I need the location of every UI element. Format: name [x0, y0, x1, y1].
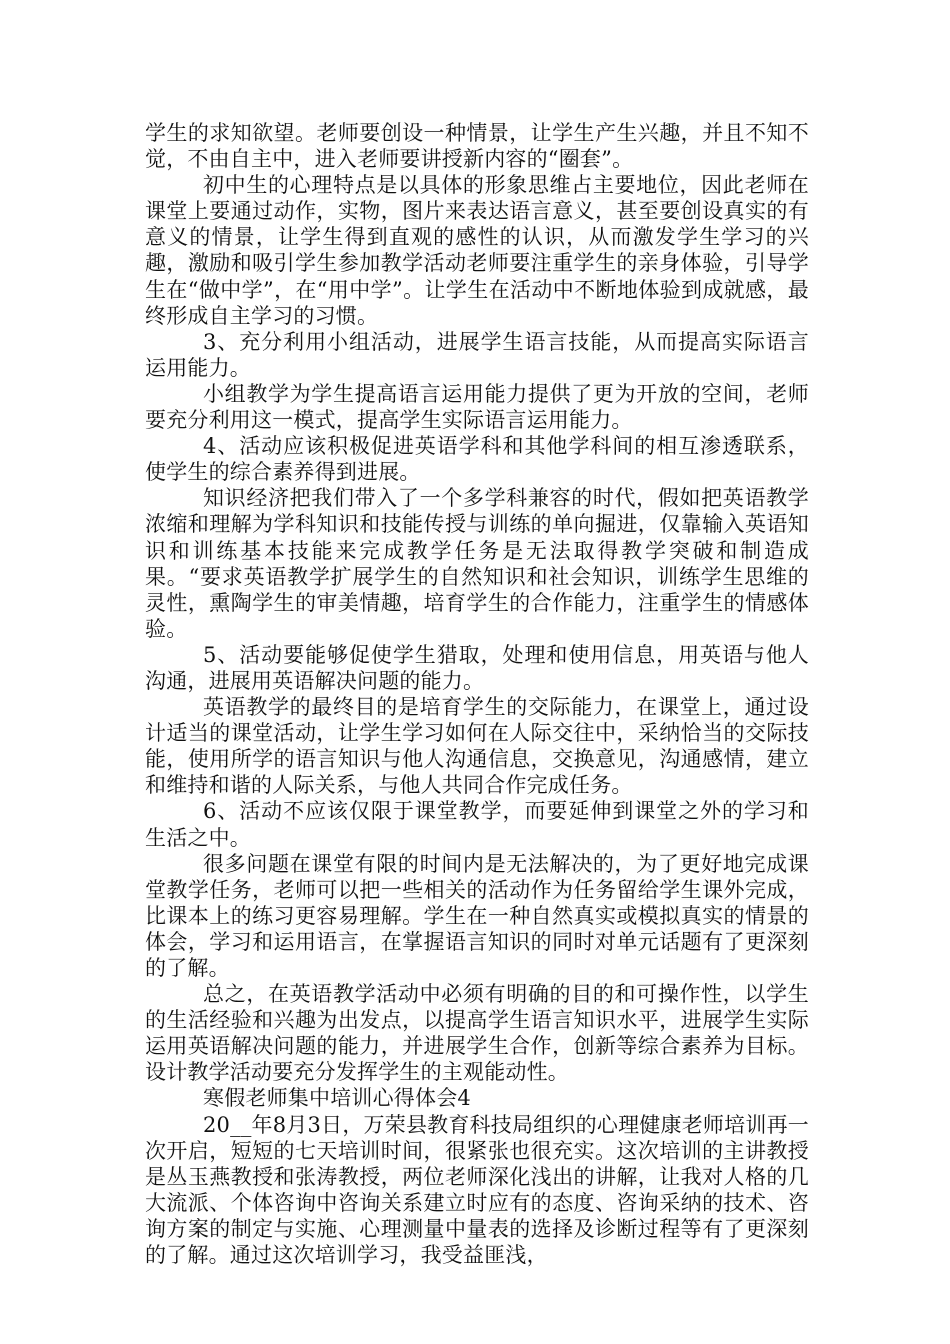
paragraph: 20__年8月3日，万荣县教育科技局组织的心理健康老师培训再一次开启，短短的七天培训时间，很紧张也很充实。这次培训的主讲教授是丛玉燕教授和张涛教授，两位老师深化浅出的讲解，让我对人格的几大流派、个体咨询中咨询关系建立时应有的态度、咨询采纳的技术、咨询方案的制定与实施、心理测量中量表的选择及诊断过程等有了更深刻的了解。通过这次培训学习，我受益匪浅， — [145, 1112, 809, 1268]
paragraph-point-6: 6、活动不应该仅限于课堂教学，而要延伸到课堂之外的学习和生活之中。 — [145, 799, 809, 850]
paragraph: 英语教学的最终目的是培育学生的交际能力，在课堂上，通过设计适当的课堂活动，让学生学习如何在人际交往中，采纳恰当的交际技能，使用所学的语言知识与他人沟通信息，交换意见，沟通感情，建立和维持和谐的人际关系，与他人共同合作完成任务。 — [145, 695, 809, 798]
section-heading: 寒假老师集中培训心得体会4 — [203, 1086, 471, 1111]
paragraph-point-4: 4、活动应该积极促进英语学科和其他学科间的相互渗透联系，使学生的综合素养得到进展。 — [145, 434, 809, 485]
paragraph-point-5: 5、活动要能够促使学生猎取，处理和使用信息，用英语与他人沟通，进展用英语解决问题的能力。 — [145, 642, 809, 693]
paragraph-point-3: 3、充分利用小组活动，进展学生语言技能，从而提高实际语言运用能力。 — [145, 329, 809, 380]
paragraph-summary: 总之，在英语教学活动中必须有明确的目的和可操作性，以学生的生活经验和兴趣为出发点，以提高学生语言知识水平，进展学生实际运用英语解决问题的能力，并进展学生合作，创新等综合素养为目标。设计教学活动要充分发挥学生的主观能动性。 — [145, 982, 809, 1085]
document-body — [145, 120, 809, 1268]
paragraph: 小组教学为学生提高语言运用能力提供了更为开放的空间，老师要充分利用这一模式，提高学生实际语言运用能力。 — [145, 381, 809, 433]
paragraph: 知识经济把我们带入了一个多学科兼容的时代，假如把英语教学浓缩和理解为学科知识和技能传授与训练的单向掘进，仅靠输入英语知识和训练基本技能来完成教学任务是无法取得教学突破和制造成果。“要求英语教学扩展学生的自然知识和社会知识，训练学生思维的灵性，熏陶学生的审美情趣，培育学生的合作能力，注重学生的情感体验。 — [145, 486, 809, 641]
paragraph: 初中生的心理特点是以具体的形象思维占主要地位，因此老师在课堂上要通过动作，实物，图片来表达语言意义，甚至要创设真实的有意义的情景，让学生得到直观的感性的认识，从而激发学生学习的兴趣，激励和吸引学生参加教学活动老师要注重学生的亲身体验，引导学生在“做中学”，在“用中学”。让学生在活动中不断地体验到成就感，最终形成自主学习的习惯。 — [145, 173, 809, 328]
paragraph-continuation: 学生的求知欲望。老师要创设一种情景，让学生产生兴趣，并且不知不觉，不由自主中，进入老师要讲授新内容的“圈套”。 — [145, 121, 809, 172]
paragraph: 很多问题在课堂有限的时间内是无法解决的，为了更好地完成课堂教学任务，老师可以把一些相关的活动作为任务留给学生课外完成，比课本上的练习更容易理解。学生在一种自然真实或模拟真实的情景的体会，学习和运用语言，在掌握语言知识的同时对单元话题有了更深刻的了解。 — [145, 851, 809, 980]
